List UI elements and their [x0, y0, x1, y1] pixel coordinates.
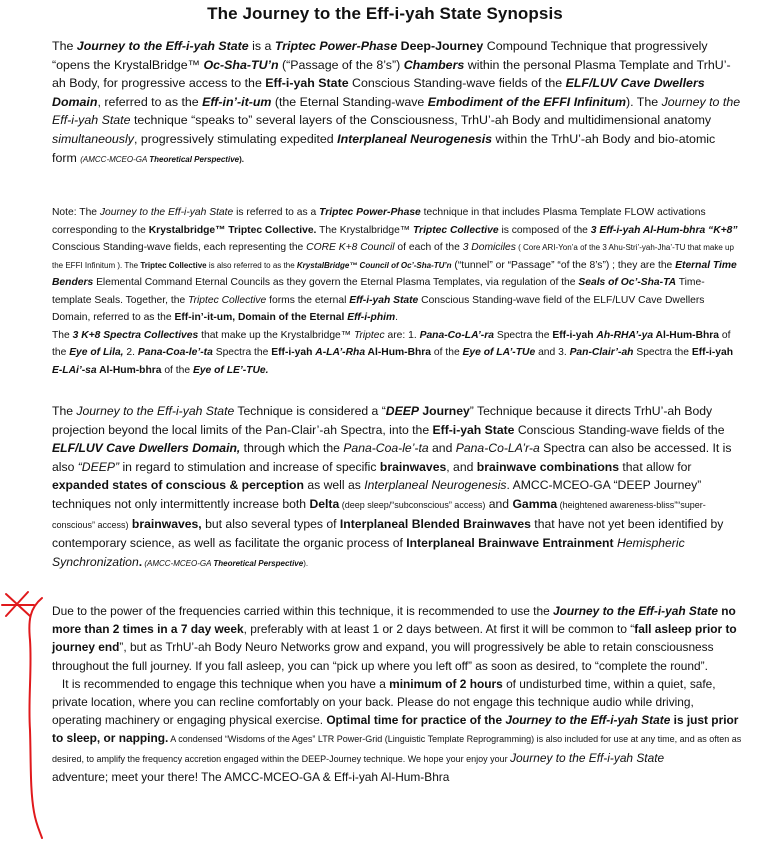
red-asterisk-annotation: [0, 580, 44, 840]
paragraph-recommendations: Due to the power of the frequencies carried within this technique, it is recommended to use the Journey to the Eff-i-yah State no more than 2 times in a 7 day week, preferably with at least 1 or 2 days between. At first it will be common to “fall asleep prior to journey end”, but as TrhU’-ah Body Neuro Networks grow and expand, you will progressively be able to retain consciousness throughout the full journey. If you fall asleep, you can “pick up where you left off” as soon as desired, to “complete the round”. It is recommended to engage this technique when you have a minimum of 2 hours of undisturbed time, within a quiet, safe, private location, where you can recline comfortably on your back. Please do not engage this technique audio while driving, operating machinery or engaging physical exercise. Optimal time for practice of the Journey to the Eff-i-yah State is just prior to sleep, or napping. A condensed “Wisdoms of the Ages” LTR Power-Grid (Linguistic Template Reprogramming) is also included for use at any time, and as often as desired, to amplify the frequency accretion engaged within the DEEP-Journey technique. We hope your enjoy your Journey to the Eff-i-yah State adventure; meet your there! The AMCC-MCEO-GA & Eff-i-yah Al-Hum-Bhra: [52, 604, 742, 784]
paragraph-intro: The Journey to the Eff-i-yah State is a Triptec Power-Phase Deep-Journey Compound Technique that progressively “opens the KrystalBridge™ Oc-Sha-TU’n (“Passage of the 8’s”) Chambers within the personal Plasma Template and TrhU’-ah Body, for progressive access to the Eff-i-yah State Conscious Standing-wave fields of the ELF/LUV Cave Dwellers Domain, referred to as the Eff-in’-it-um (the Eternal Standing-wave Embodiment of the EFFI Infinitum). The Journey to the Eff-i-yah State technique “speaks to” several layers of the Consciousness, TrhU’-ah Body and multidimensional anatomy simultaneously, progressively stimulating expedited Interplaneal Neurogenesis within the TrhU’-ah Body and bio-atomic form (AMCC-MCEO-GA Theoretical Perspective).: [52, 39, 741, 165]
paragraph-deep-journey: The Journey to the Eff-i-yah State Technique is considered a “DEEP Journey” Technique because it directs TrhU’-ah Body projection beyond the local limits of the Pan-Clair’-ah Spectra, into the Eff-i-yah State Conscious Standing-wave fields of the ELF/LUV Cave Dwellers Domain, through which the Pana-Coa-le’-ta and Pana-Co-LA’r-a Spectra can also be accessed. It is also “DEEP” in regard to stimulation and increase of specific brainwaves, and brainwave combinations that allow for expanded states of conscious & perception as well as Interplaneal Neurogenesis. AMCC-MCEO-GA “DEEP Journey” techniques not only intermittently increase both Delta (deep sleep/“subconscious” access) and Gamma (heightened awareness-bliss”“super-conscious” access) brainwaves, but also several types of Interplaneal Blended Brainwaves that have not yet been identified by contemporary science, as well as facilitate the organic process of Interplaneal Brainwave Entrainment Hemispheric Synchronization. (AMCC-MCEO-GA Theoretical Perspective).: [52, 404, 732, 569]
page-title: The Journey to the Eff-i-yah State Synopsis: [207, 4, 563, 23]
paragraph-note: Note: The Journey to the Eff-i-yah State is referred to as a Triptec Power-Phase technique in that includes Plasma Template FLOW activations corresponding to the Krystalbridge™ Triptec Collective. The Krystalbridge™ Triptec Collective is composed of the 3 Eff-i-yah Al-Hum-bhra “K+8” Conscious Standing-wave fields, each representing the CORE K+8 Council of each of the 3 Domiciles ( Core ARI-Yon’a of the 3 Ahu-Stri’-yah-Jha’-TU that make up the EFFI Infinitum ). The Triptec Collective is also referred to as the KrystalBridge™ Council of Oc’-Sha-TU’n (“tunnel” or “Passage” “of the 8’s”) ; they are the Eternal Time Benders Elemental Command Eternal Councils as they govern the Eternal Plasma Templates, via regulation of the Seals of Oc’-Sha-TA Time-template Seals. Together, the Triptec Collective forms the eternal Eff-i-yah State Conscious Standing-wave field of the ELF/LUV Cave Dwellers Domain, referred to as the Eff-in’-it-um, Domain of the Eternal Eff-i-phim. The 3 K+8 Spectra Collectives that make up the Krystalbridge™ Triptec are: 1. Pana-Co-LA’-ra Spectra the Eff-i-yah Ah-RHA’-ya Al-Hum-Bhra of the Eye of Lila, 2. Pana-Coa-le’-ta Spectra the Eff-i-yah A-LA’-Rha Al-Hum-Bhra of the Eye of LA’-TUe and 3. Pan-Clair’-ah Spectra the Eff-i-yah E-LAi’-sa Al-Hum-bhra of the Eye of LE’-TUe.: [52, 207, 738, 376]
